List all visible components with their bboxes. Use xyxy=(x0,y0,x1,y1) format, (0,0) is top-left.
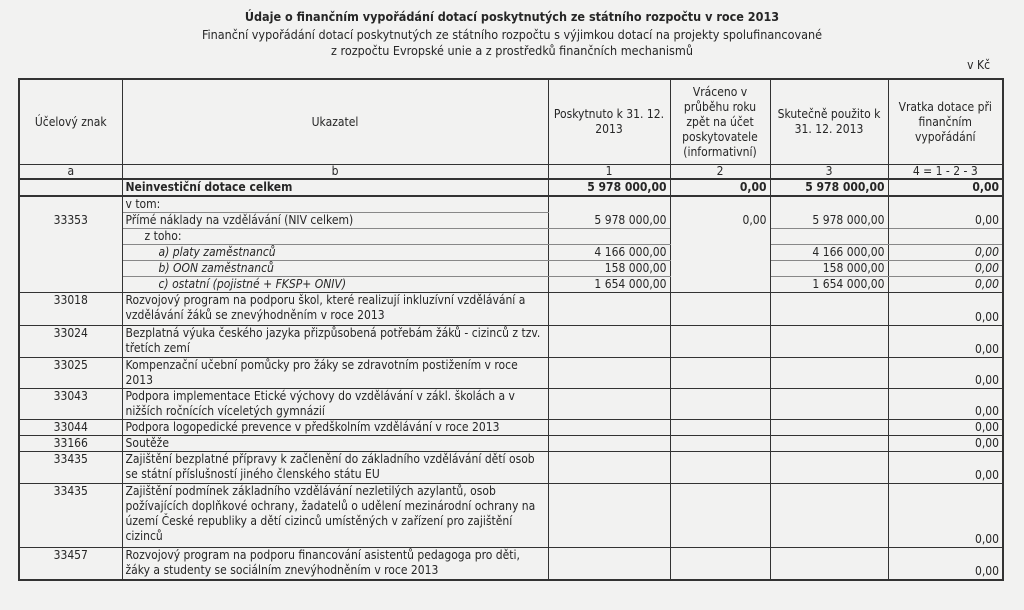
document-subtitle-2: z rozpočtu Evropské unie a z prostředků finančních mechanismů xyxy=(331,43,693,58)
niv-pouzito: 5 978 000,00 xyxy=(770,213,888,229)
niv-vratka: 0,00 xyxy=(888,213,1003,229)
letter-1: 1 xyxy=(548,165,670,180)
sub-row-c xyxy=(19,277,1003,293)
sub-c-pouzito: 1 654 000,00 xyxy=(770,277,888,293)
niv-poskytnuto: 5 978 000,00 xyxy=(548,213,670,229)
letter-2: 2 xyxy=(670,165,770,180)
niv-code: 33353 xyxy=(19,213,122,229)
total-poskytnuto: 5 978 000,00 xyxy=(548,179,670,196)
total-row xyxy=(19,179,1003,196)
ztoho-row xyxy=(19,229,1003,245)
sub-b-pouzito: 158 000,00 xyxy=(770,261,888,277)
col-header-znak: Účelový znak xyxy=(19,79,122,165)
total-vratka: 0,00 xyxy=(888,179,1003,196)
column-letters-row xyxy=(19,165,1003,180)
sub-b-vratka: 0,00 xyxy=(888,261,1003,277)
sub-c-poskytnuto: 1 654 000,00 xyxy=(548,277,670,293)
col-header-vratka: Vratka dotace při finančním vypořádání xyxy=(888,79,1003,165)
total-vraceno: 0,00 xyxy=(670,179,770,196)
header-row xyxy=(19,79,1003,165)
letter-a: a xyxy=(19,165,122,180)
sub-a-poskytnuto: 4 166 000,00 xyxy=(548,245,670,261)
niv-label: Přímé náklady na vzdělávání (NIV celkem) xyxy=(122,213,548,229)
sub-a-label: a) platy zaměstnanců xyxy=(122,245,548,261)
sub-a-vratka: 0,00 xyxy=(888,245,1003,261)
col-header-poskytnuto: Poskytnuto k 31. 12. 2013 xyxy=(548,79,670,165)
letter-b: b xyxy=(122,165,548,180)
table-row: 33457 Rozvojový program na podporu financování asistentů pedagoga pro děti, žáky a studenty se sociálním znevýhodněním v roce 2013 0,00 xyxy=(19,548,1003,580)
col-header-ukazatel: Ukazatel xyxy=(122,79,548,165)
table-row: 33166 Soutěže 0,00 xyxy=(19,436,1003,452)
sub-b-label: b) OON zaměstnanců xyxy=(122,261,548,277)
col-header-vraceno: Vráceno v průběhu roku zpět na účet poskytovatele (informativní) xyxy=(670,79,770,165)
table-row: 33024 Bezplatná výuka českého jazyka přizpůsobená potřebám žáků - cizinců z tzv. třetích zemí 0,00 xyxy=(19,326,1003,358)
niv-row xyxy=(19,213,1003,229)
letter-3: 3 xyxy=(770,165,888,180)
vtom-row xyxy=(19,196,1003,213)
sub-row-b xyxy=(19,261,1003,277)
document-title: Údaje o finančním vypořádání dotací poskytnutých ze státního rozpočtu v roce 2013 xyxy=(244,9,780,24)
table-row: 33025 Kompenzační učební pomůcky pro žáky se zdravotním postižením v roce 2013 0,00 xyxy=(19,358,1003,389)
sub-c-vratka: 0,00 xyxy=(888,277,1003,293)
table-row: 33043 Podpora implementace Etické výchovy do vzdělávání v zákl. školách a v nižších ročnících víceletých gymnázií 0,00 xyxy=(19,389,1003,420)
total-label: Neinvestiční dotace celkem xyxy=(122,179,548,196)
total-pouzito: 5 978 000,00 xyxy=(770,179,888,196)
letter-4: 4 = 1 - 2 - 3 xyxy=(888,165,1003,180)
sub-c-label: c) ostatní (pojistné + FKSP+ ONIV) xyxy=(122,277,548,293)
sub-row-a xyxy=(19,245,1003,261)
settlement-table xyxy=(18,78,1004,581)
sub-a-pouzito: 4 166 000,00 xyxy=(770,245,888,261)
ztoho-label: z toho: xyxy=(122,229,548,245)
table-row: 33435 Zajištění bezplatné přípravy k začlenění do základního vzdělávání dětí osob se státní příslušností jiného členského státu EU 0,00 xyxy=(19,452,1003,484)
currency-unit: v Kč xyxy=(967,58,990,72)
table-row: 33435 Zajištění podmínek základního vzdělávání nezletilých azylantů, osob požívajících doplňkové ochrany, žadatelů o udělení mezinárodní ochrany na území České republiky a dětí cizinců umístěných v zařízení pro zajištění cizinců 0,00 xyxy=(19,484,1003,548)
col-header-pouzito: Skutečně použito k 31. 12. 2013 xyxy=(770,79,888,165)
niv-vraceno: 0,00 xyxy=(670,213,770,229)
sub-b-poskytnuto: 158 000,00 xyxy=(548,261,670,277)
table-row: 33018 Rozvojový program na podporu škol, které realizují inkluzívní vzdělávání a vzdělávání žáků se znevýhodněním v roce 2013 0,00 xyxy=(19,293,1003,326)
table-row: 33044 Podpora logopedické prevence v předškolním vzdělávání v roce 2013 0,00 xyxy=(19,420,1003,436)
document-subtitle: Finanční vypořádání dotací poskytnutých ze státního rozpočtu s výjimkou dotací na projekty spolufinancované xyxy=(201,27,823,42)
vtom-label: v tom: xyxy=(122,196,548,213)
